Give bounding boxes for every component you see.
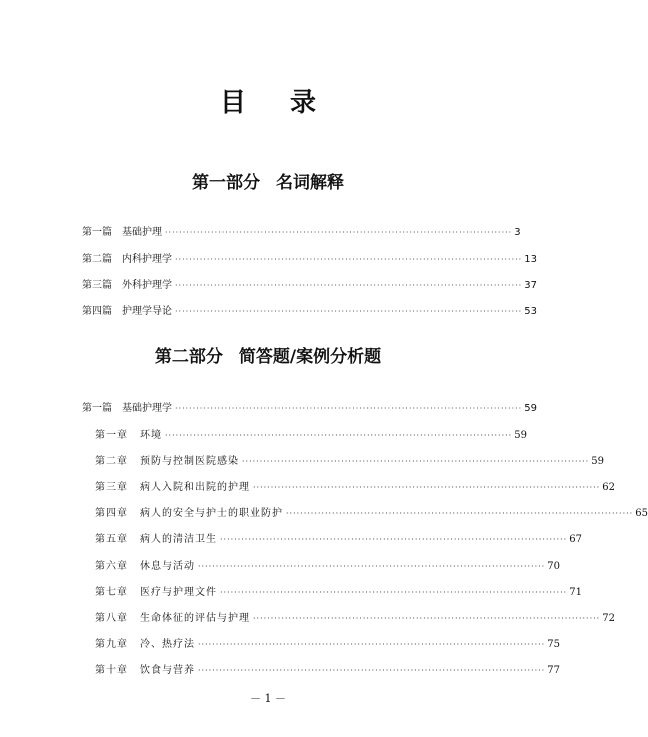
toc-entry-label: 第三篇 — [82, 280, 112, 291]
chapter-label: 第七章 — [95, 587, 128, 598]
chapter-title: 环境 — [140, 430, 162, 441]
chapter-page: 77 — [547, 665, 560, 676]
toc-entry-page: 37 — [524, 280, 537, 291]
toc-entry-page: 59 — [524, 403, 537, 414]
chapter-title: 病人的安全与护士的职业防护 — [140, 508, 283, 519]
chapter-label: 第八章 — [95, 613, 128, 624]
chapter-label: 第三章 — [95, 482, 128, 493]
dot-leader: ·································································································· — [175, 404, 523, 413]
chapter-label: 第九章 — [95, 639, 128, 650]
chapter-title: 病人入院和出院的护理 — [140, 482, 250, 493]
chapter-label: 第四章 — [95, 508, 128, 519]
chapter-entry[interactable] — [95, 504, 648, 520]
toc-entry-title: 基础护理学 — [122, 403, 172, 414]
chapter-title: 饮食与营养 — [140, 665, 195, 676]
chapter-title: 病人的清洁卫生 — [140, 534, 217, 545]
dot-leader: ·································································································· — [198, 666, 546, 675]
dot-leader: ·································································································· — [253, 614, 601, 623]
page-title-char-1: 目 — [219, 88, 246, 118]
dot-leader: ·································································································· — [175, 307, 523, 316]
dot-leader: ·································································································· — [253, 483, 601, 492]
toc-entry-page: 53 — [524, 306, 537, 317]
part-one-heading — [0, 168, 536, 193]
toc-entry-label: 第二篇 — [82, 254, 112, 265]
chapter-label: 第一章 — [95, 430, 128, 441]
chapter-title: 生命体征的评估与护理 — [140, 613, 250, 624]
dot-leader: ·································································································· — [220, 535, 568, 544]
chapter-entry[interactable] — [95, 609, 615, 625]
chapter-entry[interactable] — [95, 661, 560, 677]
page-title-char-2: 录 — [290, 88, 317, 118]
chapter-page: 70 — [547, 561, 560, 572]
chapter-entry[interactable] — [95, 426, 527, 442]
toc-entry[interactable] — [82, 302, 537, 318]
chapter-page: 75 — [547, 639, 560, 650]
dot-leader: ·································································································· — [175, 255, 523, 264]
part-two-label: 第二部分 — [154, 347, 223, 367]
toc-entry-page: 3 — [514, 227, 521, 238]
chapter-page: 72 — [602, 613, 615, 624]
chapter-title: 休息与活动 — [140, 561, 195, 572]
dot-leader: ·································································································· — [165, 228, 513, 237]
chapter-entry[interactable] — [95, 583, 582, 599]
toc-entry-title: 基础护理 — [122, 227, 162, 238]
dot-leader: ·································································································· — [286, 509, 634, 518]
page-number: － 1 － — [250, 692, 286, 705]
dot-leader: ·································································································· — [198, 640, 546, 649]
chapter-entry[interactable] — [95, 635, 560, 651]
toc-entry[interactable] — [82, 250, 537, 266]
toc-entry[interactable] — [82, 276, 537, 292]
part-two-heading — [0, 342, 536, 367]
chapter-label: 第五章 — [95, 534, 128, 545]
dot-leader: ·································································································· — [198, 562, 546, 571]
part-one-name: 名词解释 — [276, 173, 344, 193]
toc-entry[interactable] — [82, 223, 521, 239]
chapter-page: 65 — [635, 508, 648, 519]
toc-entry-title: 外科护理学 — [122, 280, 172, 291]
toc-entry-label: 第一篇 — [82, 227, 112, 238]
toc-entry[interactable] — [82, 399, 537, 415]
toc-entry-page: 13 — [524, 254, 537, 265]
chapter-page: 67 — [569, 534, 582, 545]
chapter-entry[interactable] — [95, 452, 604, 468]
dot-leader: ·································································································· — [242, 457, 590, 466]
toc-entry-label: 第四篇 — [82, 306, 112, 317]
chapter-entry[interactable] — [95, 557, 560, 573]
part-one-label: 第一部分 — [192, 173, 260, 193]
chapter-label: 第十章 — [95, 665, 128, 676]
chapter-label: 第二章 — [95, 456, 128, 467]
chapter-title: 预防与控制医院感染 — [140, 456, 239, 467]
chapter-entry[interactable] — [95, 478, 615, 494]
toc-entry-title: 护理学导论 — [122, 306, 172, 317]
chapter-page: 59 — [591, 456, 604, 467]
chapter-title: 冷、热疗法 — [140, 639, 195, 650]
chapter-entry[interactable] — [95, 530, 582, 546]
chapter-page: 59 — [514, 430, 527, 441]
chapter-title: 医疗与护理文件 — [140, 587, 217, 598]
chapter-page: 62 — [602, 482, 615, 493]
toc-entry-label: 第一篇 — [82, 403, 112, 414]
dot-leader: ·································································································· — [175, 281, 523, 290]
dot-leader: ·································································································· — [165, 431, 513, 440]
dot-leader: ·································································································· — [220, 588, 568, 597]
chapter-label: 第六章 — [95, 561, 128, 572]
toc-entry-title: 内科护理学 — [122, 254, 172, 265]
chapter-page: 71 — [569, 587, 582, 598]
page-title — [0, 82, 536, 119]
part-two-name: 简答题/案例分析题 — [238, 347, 382, 367]
